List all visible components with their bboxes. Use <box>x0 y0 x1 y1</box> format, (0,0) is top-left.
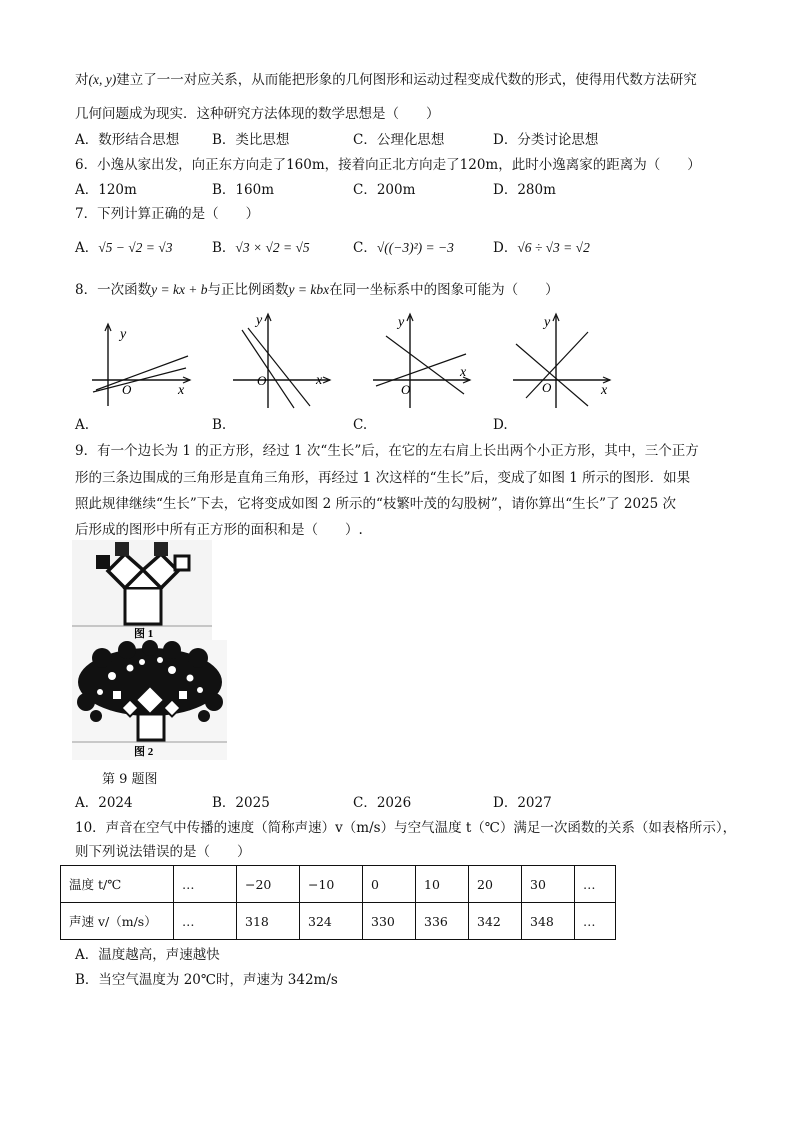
q5-option-c[interactable]: C．公理化思想 <box>353 132 445 148</box>
q9-line-3: 照此规律继续“生长”下去，它将变成如图 2 所示的“枝繁叶茂的勾股树”，请你算出“生长”了 2025 次 <box>75 496 677 512</box>
q9-figure-1 <box>72 540 212 640</box>
q6-option-c[interactable]: C．200m <box>353 182 416 198</box>
q10-option-a[interactable]: A．温度越高，声速越快 <box>75 947 220 963</box>
q7-option-c-expr: √((−3)²) = −3 <box>376 240 454 255</box>
q5-line-1 <box>75 70 697 90</box>
q8d-y-label: y <box>544 315 551 330</box>
q8b-y-label: y <box>256 313 263 328</box>
q8b-origin: O <box>257 373 267 388</box>
table-cell: 342 <box>469 903 522 940</box>
q7-option-d[interactable] <box>493 238 590 258</box>
q10-line-2: 则下列说法错误的是（ ） <box>75 844 251 860</box>
table-cell: 324 <box>300 903 363 940</box>
q9-fig2-label: 图 2 <box>134 746 154 758</box>
q5-option-d[interactable]: D．分类讨论思想 <box>493 132 599 148</box>
q9-line-1: 9．有一个边长为 1 的正方形，经过 1 次“生长”后，在它的左右肩上长出两个小正方形，其中，三个正方 <box>75 443 699 459</box>
q7-option-a-label: A． <box>75 240 99 256</box>
table-cell: −10 <box>300 866 363 903</box>
q8-option-d[interactable]: D. <box>493 417 508 433</box>
q8-graph-c <box>368 310 478 410</box>
table-cell: 318 <box>237 903 300 940</box>
q8b-x-label: x <box>316 373 323 388</box>
q8-option-a[interactable]: A. <box>75 417 90 433</box>
q7-option-d-expr: √6 ÷ √3 = √2 <box>517 240 590 255</box>
q7-option-c[interactable] <box>353 238 454 258</box>
q7-option-b-label: B． <box>212 240 236 256</box>
q7-option-b[interactable] <box>212 238 310 258</box>
q8a-y-label: y <box>120 327 127 342</box>
table-cell: 温度 t/℃ <box>61 866 174 903</box>
q9-fig1-label: 图 1 <box>134 628 154 640</box>
q5-line-2: 几何问题成为现实．这种研究方法体现的数学思想是（ ） <box>75 106 440 122</box>
q5-line1-text: 建立了一一对应关系，从而能把形象的几何图形和运动过程变成代数的形式，使得用代数方法研究 <box>116 72 697 88</box>
table-cell: … <box>575 903 616 940</box>
table-cell: 20 <box>469 866 522 903</box>
table-cell: −20 <box>237 866 300 903</box>
q5-point-notation: (x, y) <box>88 72 117 87</box>
q9-figure-caption: 第 9 题图 <box>102 772 158 787</box>
q8-graph-a <box>88 318 198 408</box>
q6-option-d[interactable]: D．280m <box>493 182 556 198</box>
table-cell: 336 <box>416 903 469 940</box>
table-cell: 330 <box>363 903 416 940</box>
q9-figure-2 <box>72 640 227 760</box>
q10-option-b[interactable]: B．当空气温度为 20℃时，声速为 342m/s <box>75 972 338 988</box>
q8-stem-mid: 与正比例函数 <box>207 282 289 298</box>
q7-option-b-expr: √3 × √2 = √5 <box>235 240 310 255</box>
table-row <box>61 903 616 940</box>
q8-graph-d <box>508 310 618 410</box>
q7-option-d-label: D． <box>493 240 518 256</box>
q9-line-4: 后形成的图形中所有正方形的面积和是（ ）. <box>75 522 363 538</box>
q8d-x-label: x <box>601 383 608 398</box>
table-cell: … <box>174 903 237 940</box>
q7-option-a-expr: √5 − √2 = √3 <box>98 240 173 255</box>
table-cell: … <box>174 866 237 903</box>
q8a-origin: O <box>122 382 132 397</box>
table-cell: 声速 v/（m/s） <box>61 903 174 940</box>
q7-option-c-label: C． <box>353 240 377 256</box>
q8-stem <box>75 280 559 300</box>
q8-linear-function: y = kx + b <box>151 282 208 297</box>
q10-table <box>60 865 616 940</box>
q9-option-a[interactable]: A．2024 <box>75 795 133 811</box>
q8a-x-label: x <box>178 383 185 398</box>
q8-stem-suffix: 在同一坐标系中的图象可能为（ ） <box>329 282 559 298</box>
q7-stem: 7．下列计算正确的是（ ） <box>75 206 260 222</box>
q6-option-b[interactable]: B．160m <box>212 182 274 198</box>
q5-line1-prefix: 对 <box>75 72 89 88</box>
q9-line-2: 形的三条边围成的三角形是直角三角形，再经过 1 次这样的“生长”后，变成了如图 1 所示的图形．如果 <box>75 470 691 486</box>
q9-option-b[interactable]: B．2025 <box>212 795 270 811</box>
q8d-origin: O <box>542 380 552 395</box>
q8-stem-prefix: 8．一次函数 <box>75 282 152 298</box>
q8-proportional-function: y = kbx <box>288 282 330 297</box>
q8-option-b[interactable]: B. <box>212 417 227 433</box>
q6-option-a[interactable]: A．120m <box>75 182 137 198</box>
q9-option-c[interactable]: C．2026 <box>353 795 412 811</box>
table-cell: 30 <box>522 866 575 903</box>
table-cell: … <box>575 866 616 903</box>
q6-stem: 6．小逸从家出发，向正东方向走了160m，接着向正北方向走了120m，此时小逸离家的距离为（ ） <box>75 157 701 173</box>
q7-option-a[interactable] <box>75 238 172 258</box>
q9-option-d[interactable]: D．2027 <box>493 795 552 811</box>
q5-option-b[interactable]: B．类比思想 <box>212 132 290 148</box>
table-cell: 0 <box>363 866 416 903</box>
q8c-x-label: x <box>460 365 467 380</box>
table-row <box>61 866 616 903</box>
q10-line-1: 10．声音在空气中传播的速度（简称声速）v（m/s）与空气温度 t（℃）满足一次函数的关系（如表格所示）， <box>75 820 737 836</box>
q8c-origin: O <box>401 382 411 397</box>
q8-graph-b <box>228 310 338 410</box>
q8-option-c[interactable]: C. <box>353 417 368 433</box>
q5-option-a[interactable]: A．数形结合思想 <box>75 132 180 148</box>
q8c-y-label: y <box>398 315 405 330</box>
table-cell: 348 <box>522 903 575 940</box>
table-cell: 10 <box>416 866 469 903</box>
